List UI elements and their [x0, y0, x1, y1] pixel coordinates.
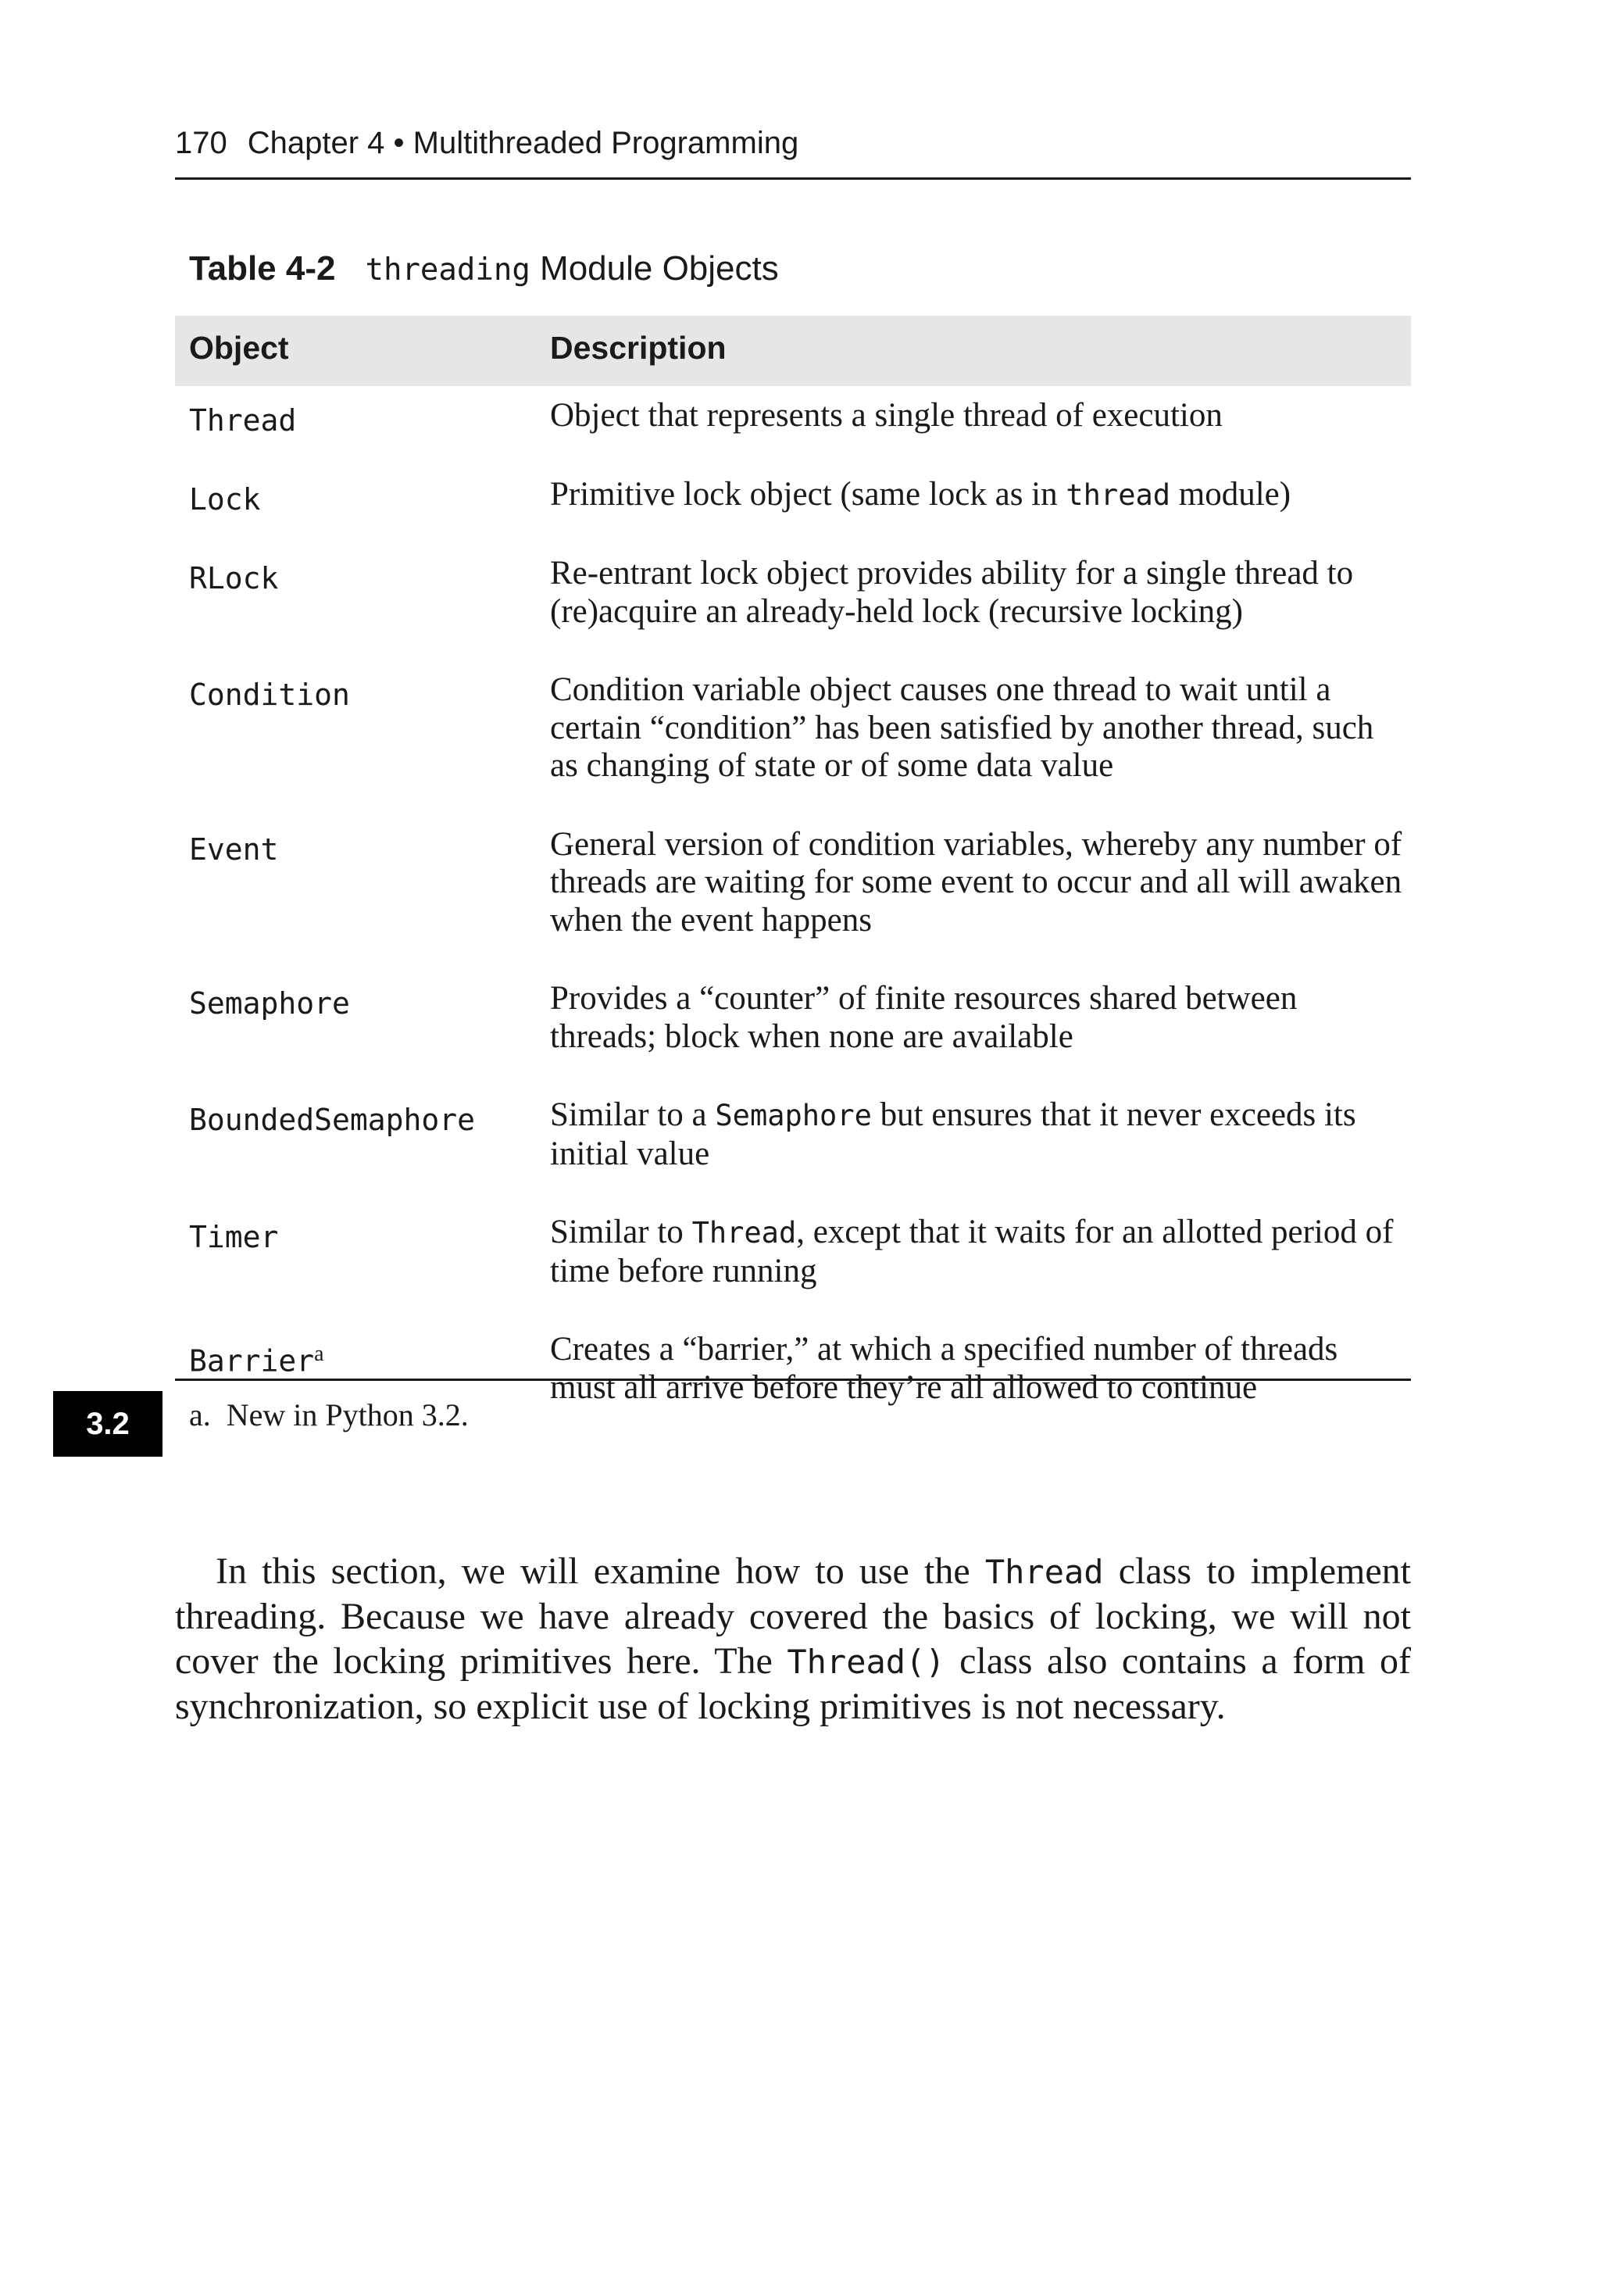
object-name: Condition — [189, 678, 350, 712]
object-description — [550, 476, 1409, 515]
object-name: Thread — [189, 403, 297, 438]
threading-objects-table — [175, 316, 1411, 1436]
description-code: Thread — [691, 1216, 797, 1250]
table-row — [175, 969, 1411, 1085]
running-head — [175, 117, 1411, 180]
description-code: Semaphore — [715, 1099, 872, 1132]
description-text: Similar to — [550, 1214, 692, 1250]
footnote-mark: a. — [189, 1397, 211, 1432]
table-row — [175, 386, 1411, 465]
object-name — [189, 1336, 324, 1380]
paragraph-text: class also contains a form of synchronization, so explicit use of locking primitives is not necessary. — [175, 1640, 1411, 1727]
table-footnote — [189, 1396, 469, 1435]
table-row — [175, 815, 1411, 970]
table-title-text: Module Objects — [540, 249, 779, 288]
object-name: Lock — [189, 481, 261, 517]
object-name: BoundedSemaphore — [189, 1103, 476, 1137]
object-name: Event — [189, 831, 279, 867]
paragraph-text: class to implement threading. Because we have already covered the basics of locking, we will not cover the locking primitives here. The — [175, 1550, 1411, 1682]
table-row — [175, 544, 1411, 660]
table-bottom-rule — [175, 1379, 1411, 1381]
table-row — [175, 1085, 1411, 1203]
description-code: thread — [1066, 477, 1171, 512]
object-description: Re-entrant lock object provides ability for a single thread to (re)acquire an already-held lock (recursive locking) — [550, 555, 1354, 630]
description-text: module) — [1170, 475, 1291, 513]
object-description — [550, 1214, 1409, 1290]
object-name-text: Barrier — [189, 1343, 315, 1379]
description-text: Primitive lock object (same lock as in — [550, 475, 1066, 513]
table-label: Table 4-2 — [189, 249, 336, 288]
footnote-reference: a — [314, 1342, 324, 1366]
object-description — [550, 1096, 1409, 1173]
table-caption — [189, 245, 779, 294]
table-title-text-space — [530, 249, 540, 288]
table-title-code: threading — [365, 252, 530, 288]
table-row — [175, 465, 1411, 545]
object-name: Semaphore — [189, 986, 350, 1021]
object-description: Object that represents a single thread of execution — [550, 397, 1223, 434]
chapter-title: Chapter 4 • Multithreaded Programming — [247, 126, 799, 160]
column-header-object: Object — [189, 330, 289, 366]
column-header-description: Description — [550, 330, 727, 366]
footnote-text: New in Python 3.2. — [226, 1397, 469, 1432]
section-tab: 3.2 — [53, 1391, 162, 1457]
page-number: 170 — [175, 126, 227, 160]
object-description: General version of condition variables, whereby any number of threads are waiting for some event to occur and all will awaken when the event happens — [550, 825, 1402, 939]
paragraph-code: Thread — [984, 1553, 1104, 1591]
description-text: but ensures that it never exceeds its initial value — [550, 1096, 1356, 1172]
description-text: , except that it waits for an allotted period of time before running — [550, 1214, 1394, 1289]
object-name: Timer — [189, 1220, 279, 1254]
description-text: Similar to a — [550, 1096, 716, 1133]
paragraph-text: In this section, we will examine how to use the — [216, 1550, 985, 1592]
table-row — [175, 660, 1411, 815]
table-row — [175, 1203, 1411, 1320]
body-paragraph — [175, 1549, 1411, 1729]
object-name: RLock — [189, 561, 279, 595]
object-description: Provides a “counter” of finite resources shared between threads; block when none are available — [550, 980, 1298, 1055]
paragraph-code: Thread() — [787, 1643, 945, 1681]
table-header-row — [175, 316, 1411, 386]
object-description: Condition variable object causes one thread to wait until a certain “condition” has been satisfied by another thread, such as changing of state or of some data value — [550, 671, 1374, 784]
object-description: Creates a “barrier,” at which a specified number of threads must all arrive before they’re all allowed to continue — [550, 1331, 1338, 1406]
